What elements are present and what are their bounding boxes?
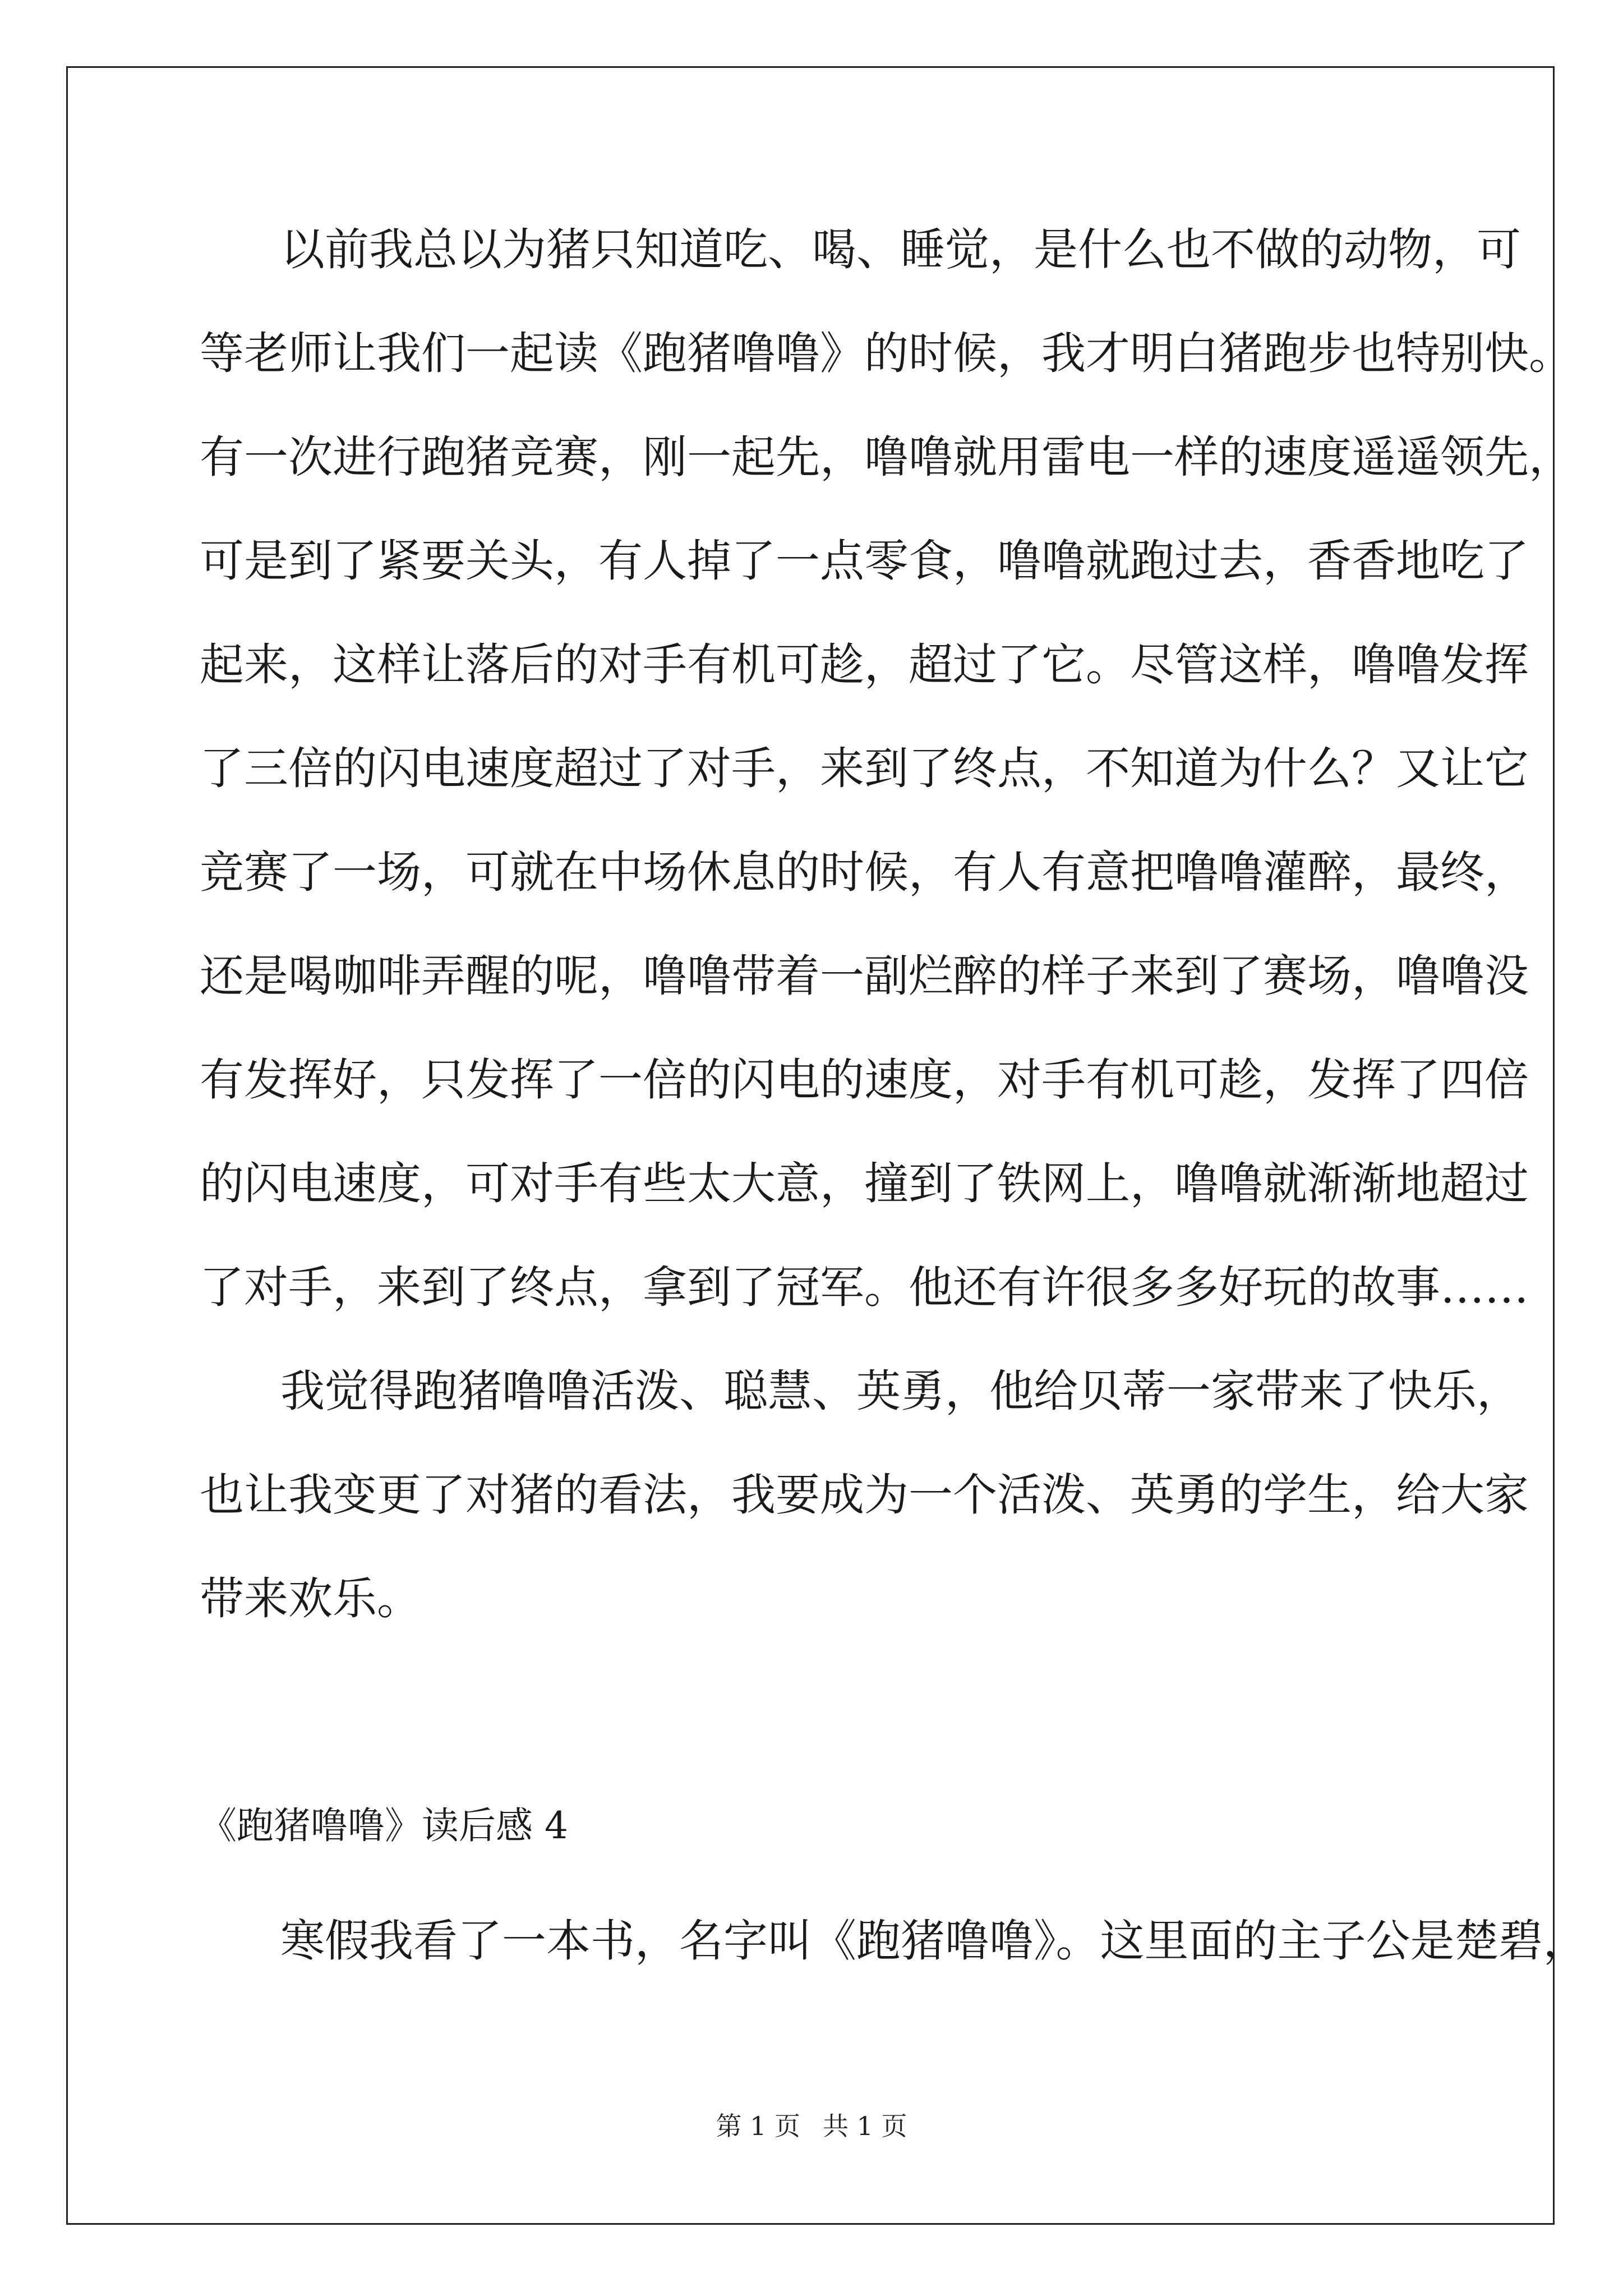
- paragraph-1-line-9: 有发挥好，只发挥了一倍的闪电的速度，对手有机可趁，发挥了四倍: [200, 1054, 1529, 1106]
- page-total: 共 1 页: [823, 2111, 907, 2141]
- paragraph-1-line-5: 起来，这样让落后的对手有机可趁，超过了它。尽管这样，噜噜发挥: [200, 639, 1529, 691]
- paragraph-1-line-10: 的闪电速度，可对手有些太大意，撞到了铁网上，噜噜就渐渐地超过: [200, 1158, 1529, 1209]
- paragraph-1-line-11: 了对手，来到了终点，拿到了冠军。他还有许很多多好玩的故事……: [200, 1262, 1529, 1313]
- section-title: 《跑猪噜噜》读后感 4: [200, 1804, 568, 1847]
- page-border: [66, 66, 1588, 2225]
- paragraph-1-line-6: 了三倍的闪电速度超过了对手，来到了终点，不知道为什么？又让它: [200, 743, 1529, 794]
- paragraph-1-line-8: 还是喝咖啡弄醒的呢，噜噜带着一副烂醉的样子来到了赛场，噜噜没: [200, 950, 1529, 1002]
- paragraph-2-line-3: 带来欢乐。: [200, 1573, 421, 1625]
- paragraph-1-line-1: 以前我总以为猪只知道吃、喝、睡觉，是什么也不做的动物，可: [280, 224, 1521, 275]
- paragraph-2-line-2: 也让我变更了对猪的看法，我要成为一个活泼、英勇的学生，给大家: [200, 1469, 1529, 1521]
- paragraph-2-line-1: 我觉得跑猪噜噜活泼、聪慧、英勇，他给贝蒂一家带来了快乐，: [280, 1365, 1521, 1417]
- page-footer: [0, 2109, 1623, 2143]
- paragraph-1-line-3: 有一次进行跑猪竞赛，刚一起先，噜噜就用雷电一样的速度遥遥领先，: [200, 431, 1573, 483]
- paragraph-1-line-2: 等老师让我们一起读《跑猪噜噜》的时候，我才明白猪跑步也特别快。: [200, 328, 1573, 379]
- page-number: 第 1 页: [716, 2111, 800, 2141]
- paragraph-1-line-4: 可是到了紧要关头，有人掉了一点零食，噜噜就跑过去，香香地吃了: [200, 535, 1529, 587]
- paragraph-3-line-1: 寒假我看了一本书，名字叫《跑猪噜噜》。这里面的主子公是楚碧，: [280, 1915, 1588, 1967]
- paragraph-1-line-7: 竞赛了一场，可就在中场休息的时候，有人有意把噜噜灌醉，最终，: [200, 846, 1529, 898]
